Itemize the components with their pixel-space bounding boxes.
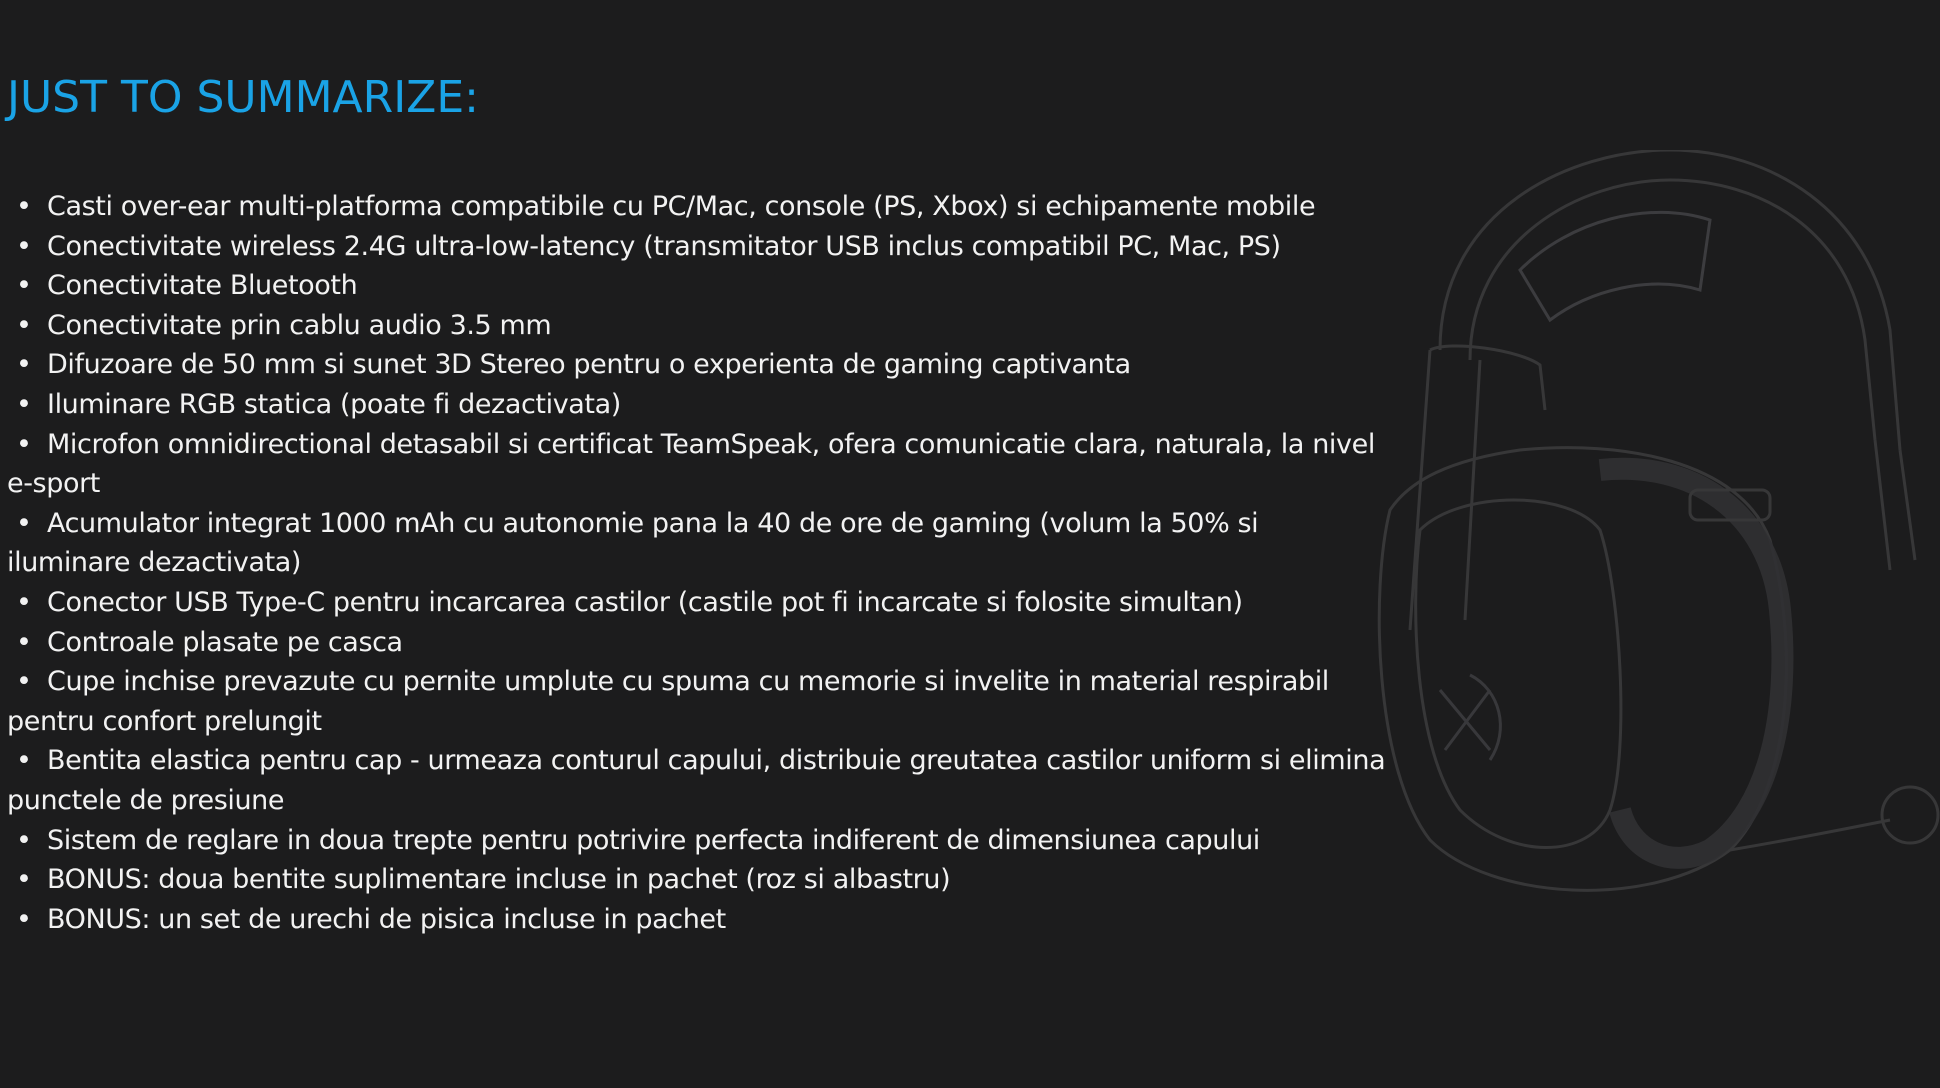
bullet-icon: •: [16, 388, 32, 420]
feature-text: Conectivitate Bluetooth: [47, 270, 358, 302]
feature-text: Cupe inchise prevazute cu pernite umplute cu spuma cu memorie si invelite in material respirabil pentru confort prelungit: [7, 666, 1329, 737]
bullet-icon: •: [16, 191, 32, 222]
feature-text: Iluminare RGB statica (poate fi dezactivata): [47, 388, 621, 420]
feature-list-item: [7, 504, 1387, 583]
feature-list-item: [7, 425, 1387, 504]
feature-text: Controale plasate pe casca: [47, 626, 403, 658]
bullet-icon: •: [16, 230, 32, 262]
feature-list: [7, 187, 1387, 939]
feature-text: Bentita elastica pentru cap - urmeaza conturul capului, distribuie greutatea castilor uniform si elimina punctele de presiune: [7, 745, 1386, 816]
feature-list-item: [7, 306, 1387, 346]
headset-background-image: [1370, 150, 1940, 930]
bullet-icon: •: [16, 903, 32, 935]
feature-text: BONUS: un set de urechi de pisica incluse in pachet: [47, 903, 726, 935]
feature-list-item: [7, 900, 1387, 940]
feature-list-item: [7, 821, 1387, 861]
feature-list-item: [7, 345, 1387, 385]
feature-list-item: [7, 227, 1387, 267]
feature-text: Casti over-ear multi-platforma compatibile cu PC/Mac, console (PS, Xbox) si echipamente mobile: [47, 191, 1316, 222]
feature-list-item: [7, 662, 1387, 741]
feature-list-item: [7, 741, 1387, 820]
feature-list-item: [7, 385, 1387, 425]
feature-text: Conector USB Type-C pentru incarcarea castilor (castile pot fi incarcate si folosite simultan): [47, 586, 1243, 618]
feature-list-item: [7, 623, 1387, 663]
feature-list-item: [7, 860, 1387, 900]
bullet-icon: •: [16, 745, 32, 777]
feature-list-item: [7, 266, 1387, 306]
feature-list-item: [7, 187, 1387, 227]
bullet-icon: •: [16, 626, 32, 658]
slide-title: JUST TO SUMMARIZE:: [7, 72, 479, 123]
bullet-icon: •: [16, 586, 32, 618]
bullet-icon: •: [16, 428, 32, 460]
feature-text: BONUS: doua bentite suplimentare incluse in pachet (roz si albastru): [47, 864, 951, 896]
bullet-icon: •: [16, 349, 32, 381]
bullet-icon: •: [16, 824, 32, 856]
feature-text: Conectivitate wireless 2.4G ultra-low-latency (transmitator USB inclus compatibil PC, Mac, PS): [47, 230, 1281, 262]
feature-text: Conectivitate prin cablu audio 3.5 mm: [47, 309, 552, 341]
feature-text: Difuzoare de 50 mm si sunet 3D Stereo pentru o experienta de gaming captivanta: [47, 349, 1131, 381]
bullet-icon: •: [16, 507, 32, 539]
feature-list-item: [7, 583, 1387, 623]
feature-text: Microfon omnidirectional detasabil si certificat TeamSpeak, ofera comunicatie clara, naturala, la nivel e-sport: [7, 428, 1375, 500]
headset-icon: [1370, 150, 1940, 930]
feature-text: Sistem de reglare in doua trepte pentru potrivire perfecta indiferent de dimensiunea capului: [47, 824, 1260, 856]
bullet-icon: •: [16, 270, 32, 302]
feature-text: Acumulator integrat 1000 mAh cu autonomie pana la 40 de ore de gaming (volum la 50% si iluminare dezactivata): [7, 507, 1259, 579]
bullet-icon: •: [16, 666, 32, 698]
bullet-icon: •: [16, 864, 32, 896]
bullet-icon: •: [16, 309, 32, 341]
